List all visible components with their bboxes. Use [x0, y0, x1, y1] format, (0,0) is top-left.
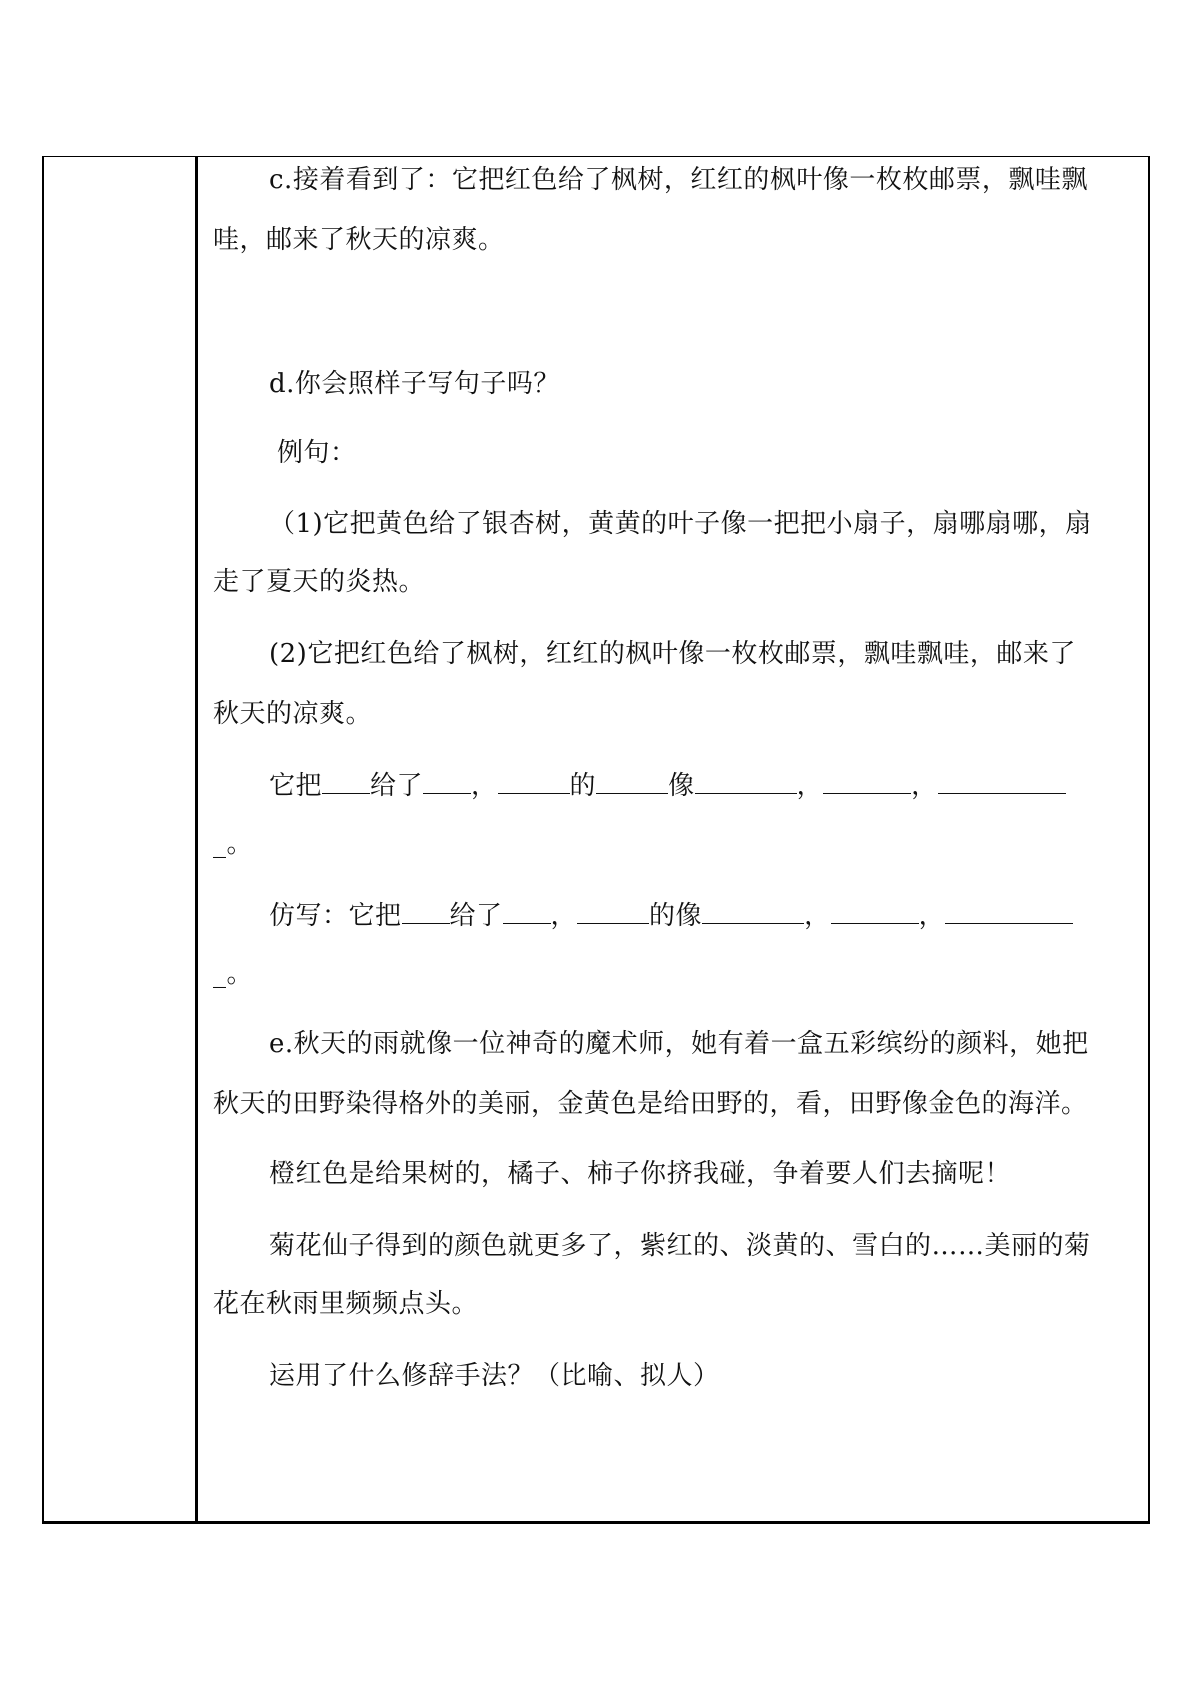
imitation-sentence-end: _。	[213, 959, 254, 989]
blank-12[interactable]	[831, 899, 919, 924]
template-text: 的	[569, 771, 597, 801]
example-1-line-2: 走了夏天的炎热。	[213, 567, 426, 597]
template-text: 它把	[269, 771, 323, 801]
template-text: ，	[471, 771, 498, 801]
blank-9[interactable]	[503, 899, 551, 924]
paragraph-e-line-4: 菊花仙子得到的颜色就更多了，紫红的、淡黄的、雪白的……美丽的菊	[269, 1231, 1091, 1261]
imitation-sentence	[213, 899, 1073, 931]
paragraph-e-line-1: e.秋天的雨就像一位神奇的魔术师，她有着一盒五彩缤纷的颜料，她把	[269, 1029, 1089, 1059]
imitation-text: ，	[918, 901, 946, 931]
worksheet-table	[42, 156, 1150, 1524]
template-text: 像	[668, 771, 695, 801]
imitation-text: 的像	[649, 901, 703, 931]
paragraph-e-line-5: 花在秋雨里频频点头。	[213, 1289, 479, 1319]
blank-11[interactable]	[702, 899, 804, 924]
example-1-line-1: （1)它把黄色给了银杏树，黄黄的叶子像一把把小扇子，扇哪扇哪，扇	[269, 509, 1092, 539]
paragraph-c-line-1: c.接着看到了：它把红色给了枫树，红红的枫叶像一枚枚邮票，飘哇飘	[269, 165, 1088, 195]
blank-7[interactable]	[938, 769, 1066, 794]
example-2-line-1: (2)它把红色给了枫树，红红的枫叶像一枚枚邮票，飘哇飘哇，邮来了	[269, 639, 1076, 669]
blank-5[interactable]	[695, 769, 797, 794]
rhetoric-question: 运用了什么修辞手法？（比喻、拟人）	[269, 1361, 720, 1391]
blank-10[interactable]	[577, 899, 649, 924]
blank-2[interactable]	[423, 769, 471, 794]
template-sentence-end: _。	[213, 829, 254, 859]
template-text: ，	[796, 771, 824, 801]
example-label: 例句：	[277, 438, 357, 468]
template-sentence	[213, 769, 1066, 801]
template-text: 给了	[370, 771, 424, 801]
paragraph-e-line-3: 橙红色是给果树的，橘子、柿子你挤我碰，争着要人们去摘呢！	[269, 1159, 1012, 1189]
content-cell	[201, 157, 1148, 1521]
blank-8[interactable]	[402, 899, 450, 924]
paragraph-d: d.你会照样子写句子吗？	[269, 369, 560, 399]
blank-13[interactable]	[945, 899, 1073, 924]
blank-4[interactable]	[596, 769, 668, 794]
paragraph-e-line-2: 秋天的田野染得格外的美丽，金黄色是给田野的，看，田野像金色的海洋。	[213, 1089, 1088, 1119]
blank-3[interactable]	[498, 769, 570, 794]
paragraph-c-line-2: 哇，邮来了秋天的凉爽。	[213, 225, 505, 255]
left-column-cell	[44, 157, 198, 1521]
imitation-text: ，	[804, 901, 831, 931]
imitation-text: 仿写：它把	[269, 901, 402, 931]
imitation-text: ，	[550, 901, 578, 931]
example-2-line-2: 秋天的凉爽。	[213, 699, 373, 729]
template-text: ，	[911, 771, 938, 801]
imitation-text: 给了	[449, 901, 503, 931]
blank-1[interactable]	[322, 769, 370, 794]
blank-6[interactable]	[823, 769, 911, 794]
